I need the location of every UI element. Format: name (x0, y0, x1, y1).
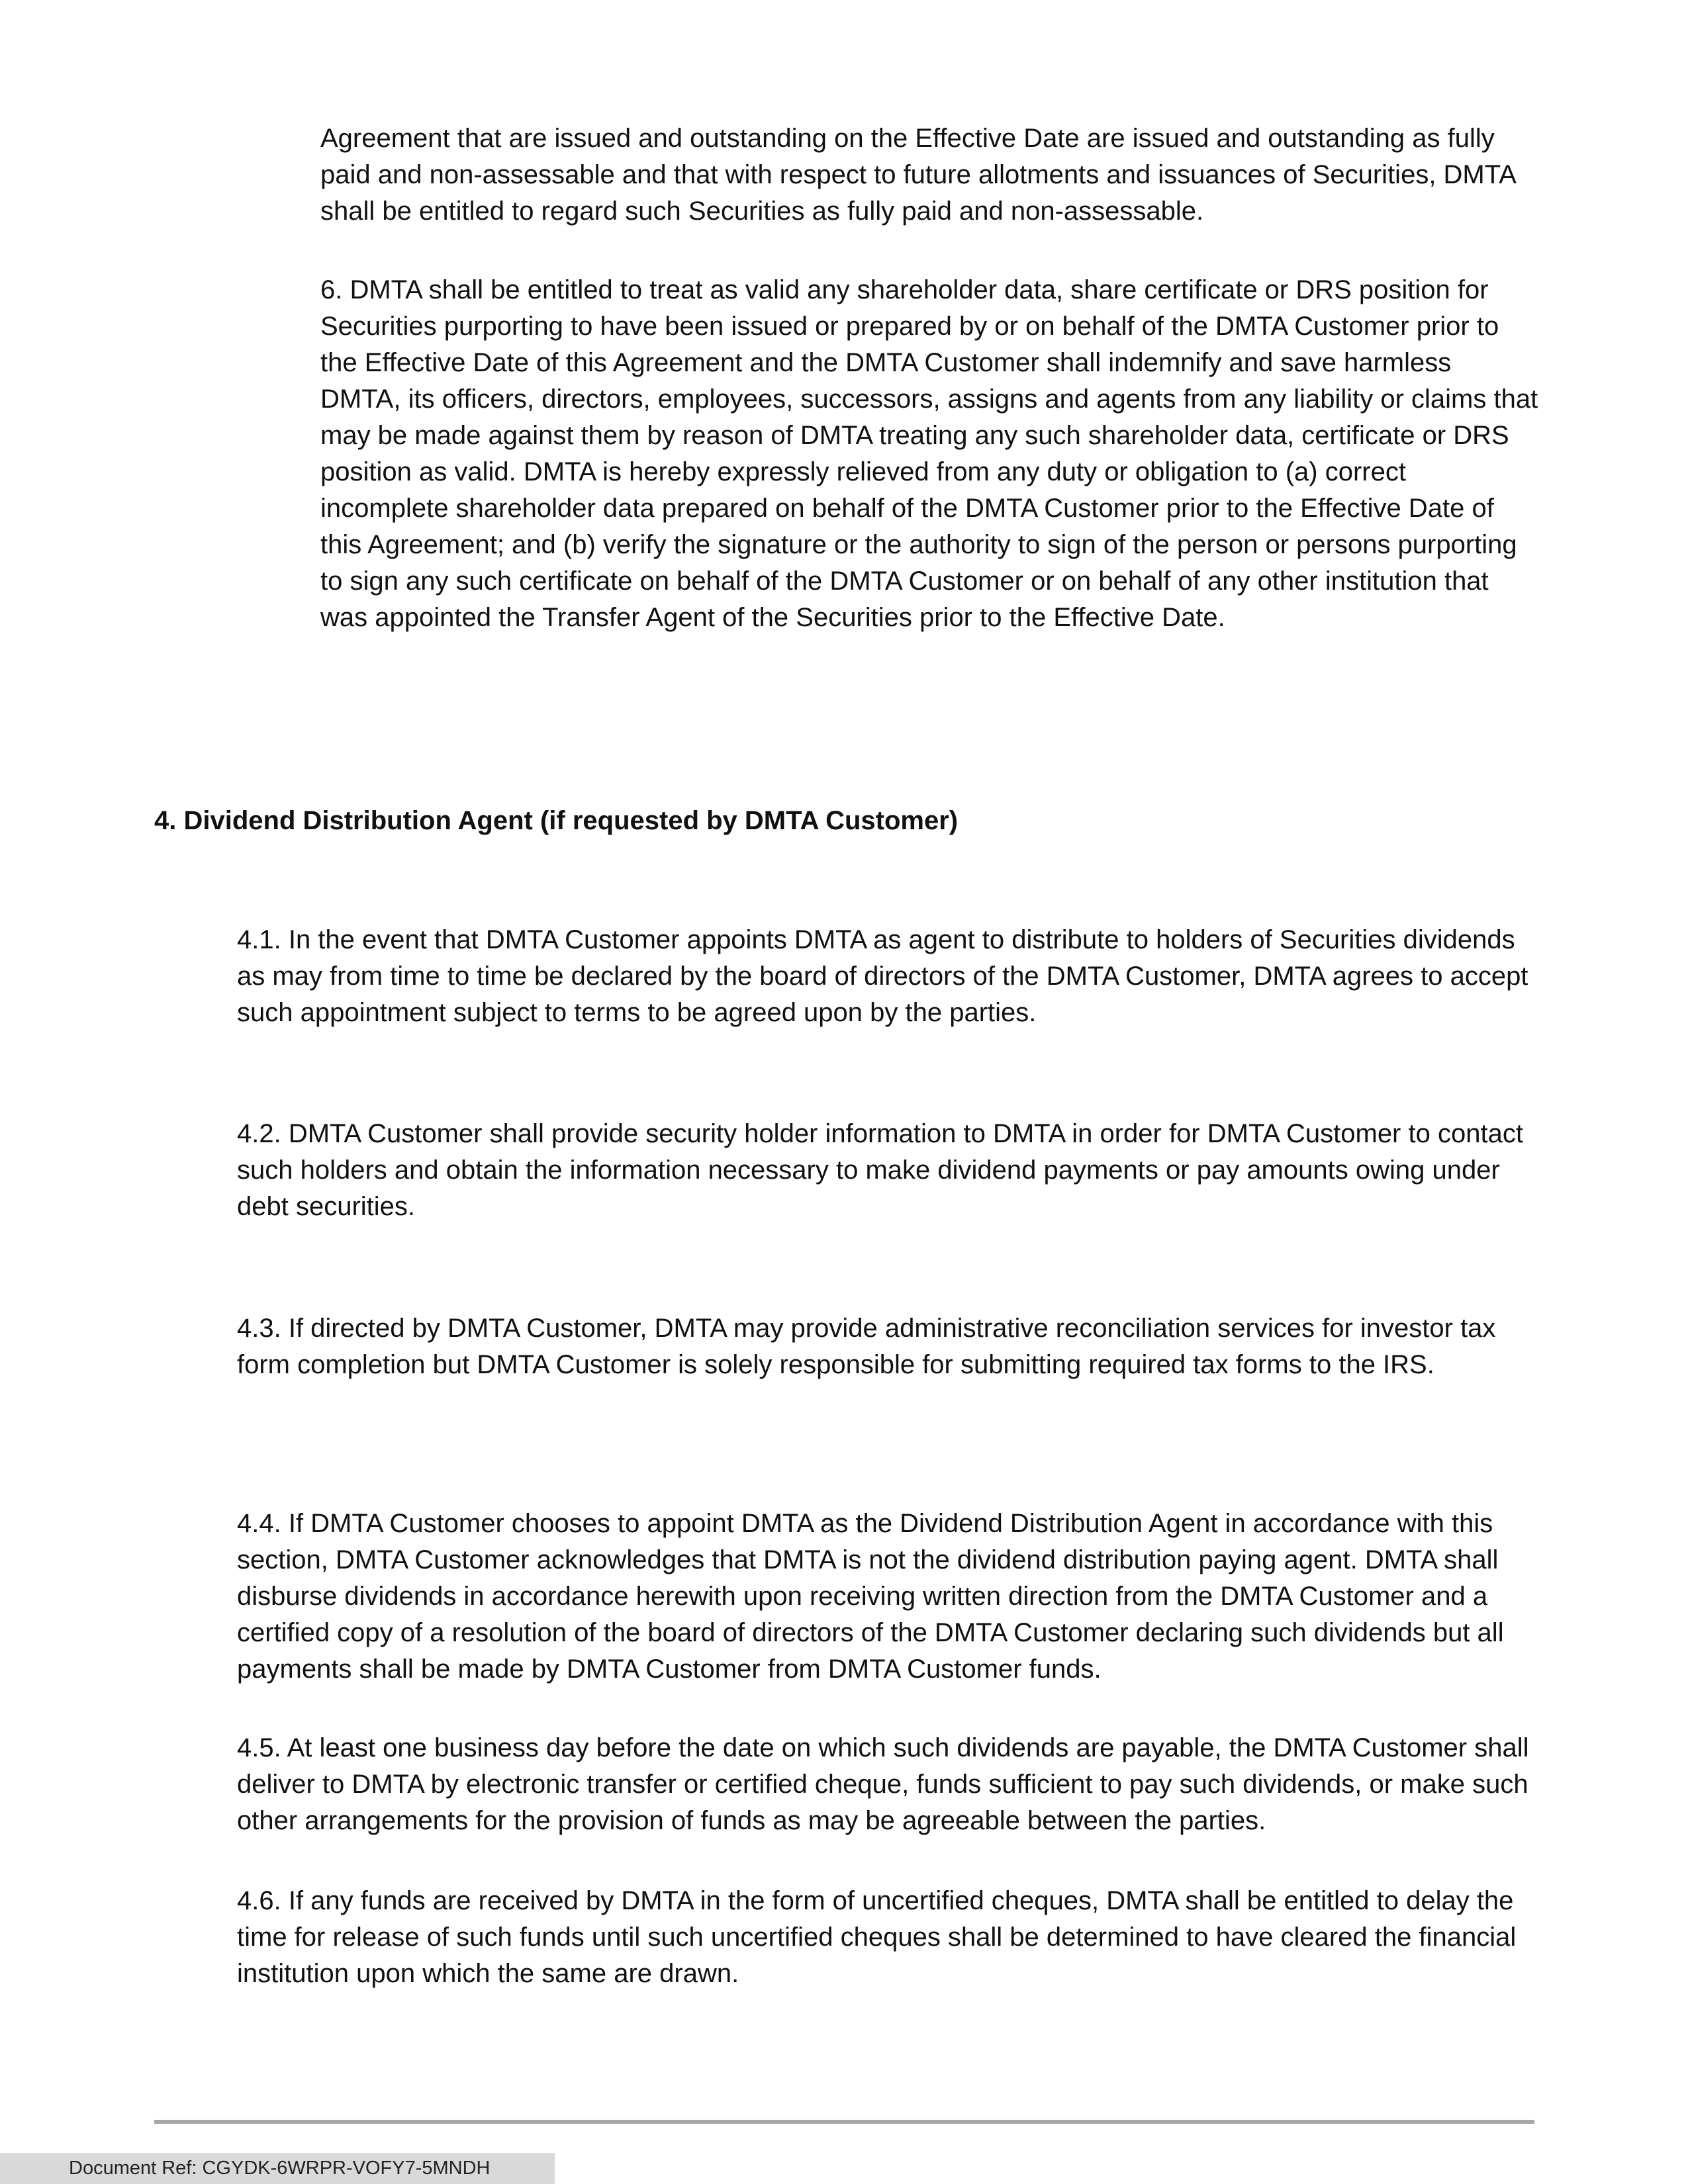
clause-4-1: 4.1. In the event that DMTA Customer appoints DMTA as agent to distribute to holders of Securities dividends as may from time to time be declared by the board of directors of the DMTA Customer, DMTA agrees to accept such appointment subject to terms to be agreed upon by the parties. (237, 925, 1528, 1027)
clause-4-3: 4.3. If directed by DMTA Customer, DMTA may provide administrative reconciliation services for investor tax form completion but DMTA Customer is solely responsible for submitting required tax forms to the IRS. (237, 1314, 1496, 1379)
continuation-paragraph: Agreement that are issued and outstanding on the Effective Date are issued and outstanding as fully paid and non-assessable and that with respect to future allotments and issuances of Securities, DMTA shall be entitled to regard such Securities as fully paid and non-assessable. (320, 124, 1515, 226)
footer-divider (154, 2120, 1534, 2124)
clause-4-6: 4.6. If any funds are received by DMTA in the form of uncertified cheques, DMTA shall be entitled to delay the time for release of such funds until such uncertified cheques shall be determined to have cleared the financial institution upon which the same are drawn. (237, 1886, 1517, 1988)
document-reference: Document Ref: CGYDK-6WRPR-VOFY7-5MNDH (0, 2153, 555, 2184)
clause-4-2: 4.2. DMTA Customer shall provide security holder information to DMTA in order for DMTA Customer to contact such holders and obtain the information necessary to make dividend payments or pay amounts owing under debt securities. (237, 1119, 1523, 1221)
item-6-paragraph: 6. DMTA shall be entitled to treat as valid any shareholder data, share certificate or DRS position for Securities purporting to have been issued or prepared by or on behalf of the DMTA Customer prior to the Effective Date of this Agreement and the DMTA Customer shall indemnify and save harmless DMTA, its officers, directors, employees, successors, assigns and agents from any liability or claims that may be made against them by reason of DMTA treating any such shareholder data, certificate or DRS position as valid. DMTA is hereby expressly relieved from any duty or obligation to (a) correct incomplete shareholder data prepared on behalf of the DMTA Customer prior to the Effective Date of this Agreement; and (b) verify the signature or the authority to sign of the person or persons purporting to sign any such certificate on behalf of the DMTA Customer or on behalf of any other institution that was appointed the Transfer Agent of the Securities prior to the Effective Date. (320, 275, 1538, 632)
clause-4-4: 4.4. If DMTA Customer chooses to appoint DMTA as the Dividend Distribution Agent in accordance with this section, DMTA Customer acknowledges that DMTA is not the dividend distribution paying agent. DMTA shall disburse dividends in accordance herewith upon receiving written direction from the DMTA Customer and a certified copy of a resolution of the board of directors of the DMTA Customer declaring such dividends but all payments shall be made by DMTA Customer from DMTA Customer funds. (237, 1509, 1504, 1684)
clause-4-5: 4.5. At least one business day before the date on which such dividends are payable, the DMTA Customer shall deliver to DMTA by electronic transfer or certified cheque, funds sufficient to pay such dividends, or make such other arrangements for the provision of funds as may be agreeable between the parties. (237, 1733, 1529, 1835)
section-heading: 4. Dividend Distribution Agent (if requested by DMTA Customer) (154, 806, 959, 835)
